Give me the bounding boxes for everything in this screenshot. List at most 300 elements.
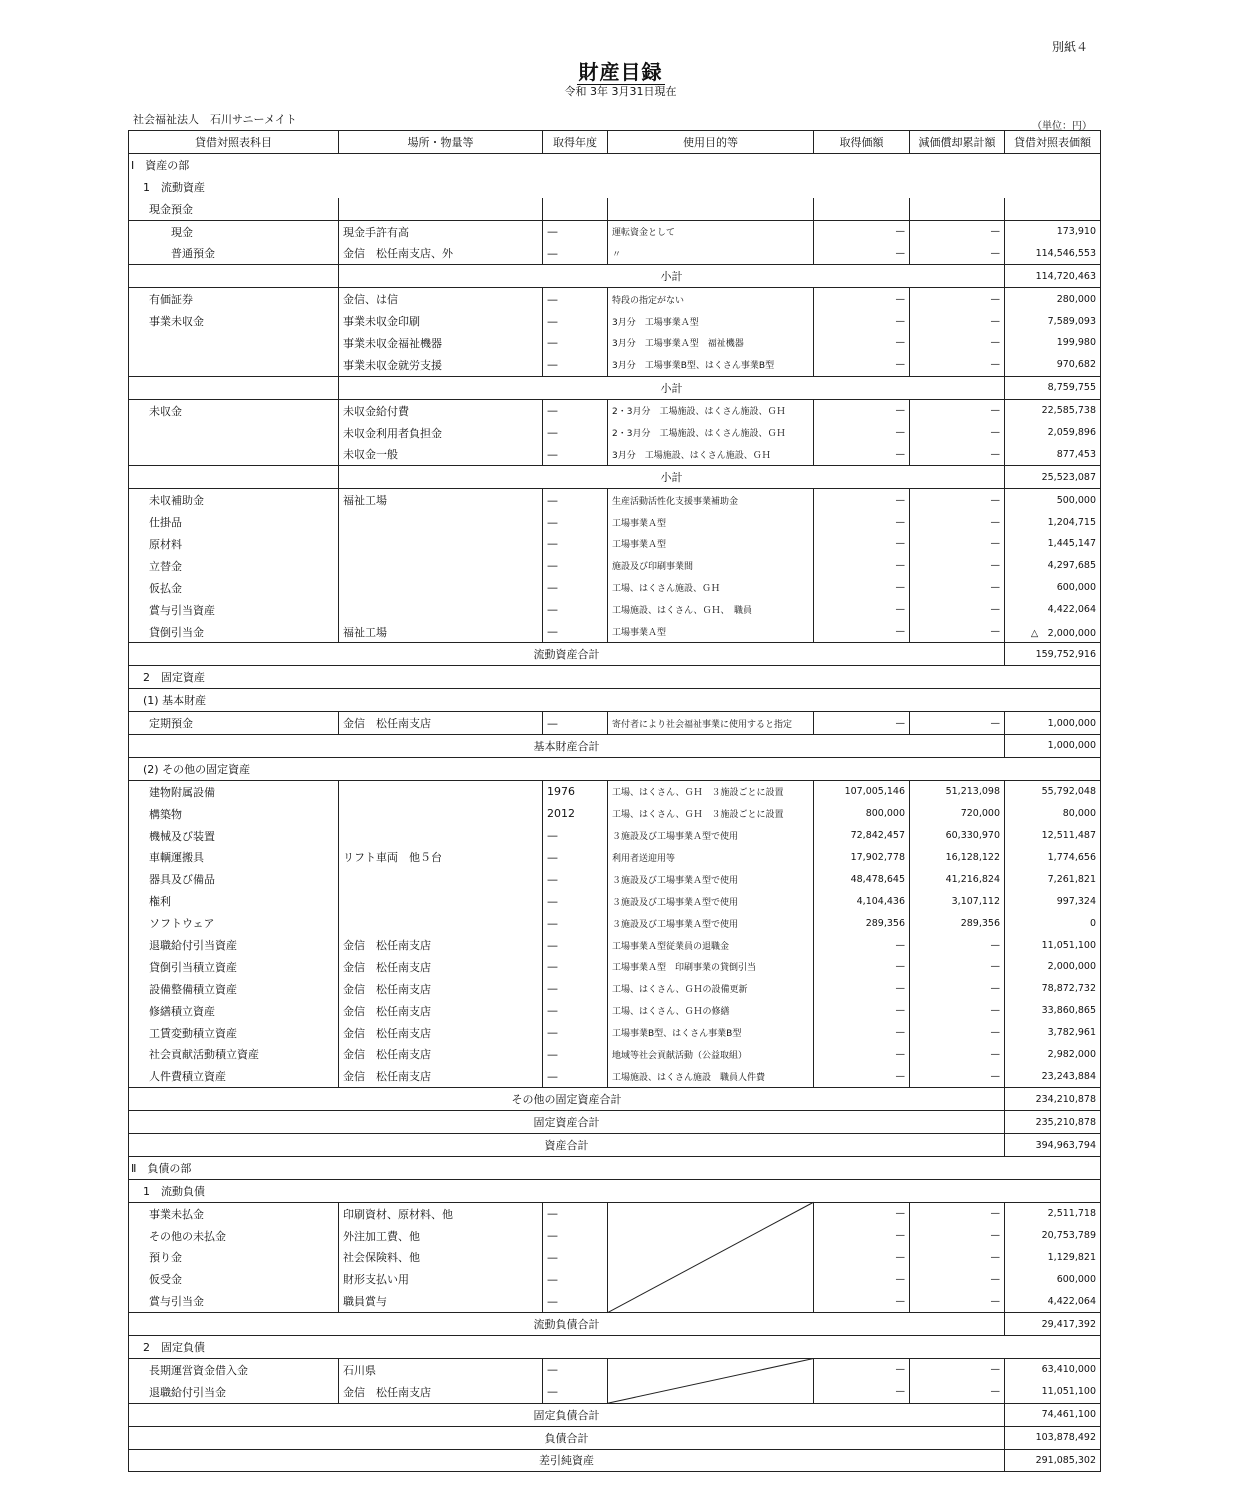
section-label: Ⅰ 資産の部: [129, 153, 1101, 175]
location-cell: 外注加工費、他: [339, 1225, 543, 1247]
account-name: 事業未払金: [129, 1202, 339, 1224]
table-row: [129, 712, 1101, 735]
accumulated-depreciation: —: [910, 511, 1005, 533]
location-cell: 社会保険料、他: [339, 1247, 543, 1269]
section-label: Ⅱ 負債の部: [129, 1156, 1101, 1179]
table-row: [129, 780, 1101, 802]
purpose-cell: 工場、はくさん、ＧＨ ３施設ごとに設置: [608, 780, 814, 802]
accumulated-depreciation: —: [910, 443, 1005, 465]
acquired-year: —: [543, 1022, 608, 1044]
acquired-year: —: [543, 621, 608, 643]
table-row: [129, 1358, 1101, 1380]
total-row: [129, 1313, 1101, 1336]
acquisition-cost: —: [814, 555, 910, 577]
acquired-year: —: [543, 847, 608, 869]
col-header: 貸借対照表科目: [129, 131, 339, 154]
acquired-year: —: [543, 1358, 608, 1380]
property-register-table: [128, 130, 1101, 1472]
total-value: 114,720,463: [1005, 265, 1101, 288]
location-cell: 金信 松任南支店: [339, 712, 543, 735]
total-value: 234,210,878: [1005, 1088, 1101, 1111]
acquisition-cost: 289,356: [814, 912, 910, 934]
purpose-cell: 3月分 工場施設、はくさん施設、ＧＨ: [608, 443, 814, 465]
purpose-cell: 3月分 工場事業B型、はくさん事業B型: [608, 354, 814, 376]
acquisition-cost: —: [814, 489, 910, 511]
book-value: 23,243,884: [1005, 1065, 1101, 1087]
acquisition-cost: —: [814, 956, 910, 978]
account-name: その他の未払金: [129, 1225, 339, 1247]
acquired-year: —: [543, 1000, 608, 1022]
table-row: [129, 399, 1101, 421]
account-name: 現金: [129, 220, 339, 242]
location-cell: [339, 780, 543, 802]
book-value: 997,324: [1005, 890, 1101, 912]
acquisition-cost: —: [814, 577, 910, 599]
account-name: 権利: [129, 890, 339, 912]
acquired-year: —: [543, 242, 608, 264]
total-value: 103,878,492: [1005, 1426, 1101, 1449]
account-name: [129, 332, 339, 354]
table-row: [129, 825, 1101, 847]
total-value: 394,963,794: [1005, 1134, 1101, 1157]
total-label: 差引純資産: [129, 1449, 1005, 1472]
acquired-year: —: [543, 1381, 608, 1403]
book-value: 78,872,732: [1005, 978, 1101, 1000]
table-row: [129, 912, 1101, 934]
table-row: [129, 1044, 1101, 1066]
total-value: 235,210,878: [1005, 1111, 1101, 1134]
accumulated-depreciation: —: [910, 533, 1005, 555]
account-name: 預り金: [129, 1247, 339, 1269]
acquisition-cost: —: [814, 220, 910, 242]
purpose-cell: 寄付者により社会福祉事業に使用すると指定: [608, 712, 814, 735]
acquired-year: —: [543, 422, 608, 444]
book-value: 2,511,718: [1005, 1202, 1101, 1224]
account-name: 原材料: [129, 533, 339, 555]
col-header: 場所・物量等: [339, 131, 543, 154]
total-value: 74,461,100: [1005, 1403, 1101, 1426]
table-row: [129, 354, 1101, 376]
purpose-cell: 2・3月分 工場施設、はくさん施設、ＧＨ: [608, 399, 814, 421]
book-value: 2,059,896: [1005, 422, 1101, 444]
purpose-cell: 運転資金として: [608, 220, 814, 242]
book-value: [1005, 198, 1101, 220]
account-name: 賞与引当資産: [129, 599, 339, 621]
accumulated-depreciation: —: [910, 934, 1005, 956]
acquired-year: 2012: [543, 803, 608, 825]
total-label: 固定資産合計: [129, 1111, 1005, 1134]
purpose-cell: 工場事業Ａ型: [608, 511, 814, 533]
acquisition-cost: 800,000: [814, 803, 910, 825]
total-label: 小計: [339, 265, 1005, 288]
acquisition-cost: 4,104,436: [814, 890, 910, 912]
purpose-cell: [608, 1247, 814, 1269]
table-row: [129, 242, 1101, 264]
acquired-year: —: [543, 555, 608, 577]
table-row: [129, 422, 1101, 444]
account-name: 車輌運搬具: [129, 847, 339, 869]
accumulated-depreciation: —: [910, 1065, 1005, 1087]
book-value: 11,051,100: [1005, 1381, 1101, 1403]
book-value: 7,261,821: [1005, 868, 1101, 890]
purpose-cell: 2・3月分 工場施設、はくさん施設、ＧＨ: [608, 422, 814, 444]
account-name: 事業未収金: [129, 310, 339, 332]
total-label: その他の固定資産合計: [129, 1088, 1005, 1111]
account-name: 貸倒引当積立資産: [129, 956, 339, 978]
account-name: 退職給付引当金: [129, 1381, 339, 1403]
book-value: 970,682: [1005, 354, 1101, 376]
accumulated-depreciation: —: [910, 242, 1005, 264]
acquired-year: —: [543, 1247, 608, 1269]
total-value: 8,759,755: [1005, 376, 1101, 399]
section-header-row: [129, 153, 1101, 175]
table-row: [129, 599, 1101, 621]
location-cell: 金信 松任南支店: [339, 956, 543, 978]
acquired-year: —: [543, 310, 608, 332]
acquired-year: —: [543, 577, 608, 599]
purpose-cell: ３施設及び工場事業Ａ型で使用: [608, 890, 814, 912]
col-header: 減価償却累計額: [910, 131, 1005, 154]
acquired-year: —: [543, 443, 608, 465]
acquisition-cost: —: [814, 1290, 910, 1312]
book-value: 33,860,865: [1005, 1000, 1101, 1022]
total-row: [129, 1088, 1101, 1111]
table-row: [129, 533, 1101, 555]
table-row: [129, 934, 1101, 956]
book-value: 2,982,000: [1005, 1044, 1101, 1066]
purpose-cell: 施設及び印刷事業間: [608, 555, 814, 577]
accumulated-depreciation: 51,213,098: [910, 780, 1005, 802]
section-label: 1 流動負債: [129, 1179, 1101, 1202]
account-name: 設備整備積立資産: [129, 978, 339, 1000]
col-header: 使用目的等: [608, 131, 814, 154]
acquisition-cost: 48,478,645: [814, 868, 910, 890]
purpose-cell: 地域等社会貢献活動（公益取組）: [608, 1044, 814, 1066]
table-row: [129, 310, 1101, 332]
acquired-year: —: [543, 220, 608, 242]
table-row: [129, 1290, 1101, 1312]
acquired-year: —: [543, 978, 608, 1000]
account-name: 人件費積立資産: [129, 1065, 339, 1087]
table-row: [129, 847, 1101, 869]
book-value: 4,422,064: [1005, 599, 1101, 621]
purpose-cell: [608, 1202, 814, 1224]
acquired-year: [543, 198, 608, 220]
total-row: [129, 1426, 1101, 1449]
acquisition-cost: —: [814, 1022, 910, 1044]
accumulated-depreciation: 41,216,824: [910, 868, 1005, 890]
account-name: 構築物: [129, 803, 339, 825]
book-value: 4,422,064: [1005, 1290, 1101, 1312]
book-value: 1,000,000: [1005, 712, 1101, 735]
purpose-cell: 工場施設、はくさん、ＧＨ、 職員: [608, 599, 814, 621]
acquired-year: —: [543, 288, 608, 310]
accumulated-depreciation: —: [910, 1022, 1005, 1044]
account-name: 貸倒引当金: [129, 621, 339, 643]
account-name: 器具及び備品: [129, 868, 339, 890]
acquired-year: —: [543, 1044, 608, 1066]
purpose-cell: ３施設及び工場事業Ａ型で使用: [608, 868, 814, 890]
location-cell: [339, 533, 543, 555]
book-value: 500,000: [1005, 489, 1101, 511]
book-value: 3,782,961: [1005, 1022, 1101, 1044]
section-label: 2 固定負債: [129, 1336, 1101, 1359]
book-value: 1,774,656: [1005, 847, 1101, 869]
account-name: 賞与引当金: [129, 1290, 339, 1312]
location-cell: 財形支払い用: [339, 1268, 543, 1290]
acquisition-cost: —: [814, 354, 910, 376]
acquired-year: —: [543, 399, 608, 421]
accumulated-depreciation: 3,107,112: [910, 890, 1005, 912]
total-value: 291,085,302: [1005, 1449, 1101, 1472]
total-row: [129, 1134, 1101, 1157]
acquisition-cost: —: [814, 1268, 910, 1290]
location-cell: [339, 803, 543, 825]
book-value: 114,546,553: [1005, 242, 1101, 264]
acquired-year: —: [543, 1065, 608, 1087]
table-header: [129, 131, 1101, 154]
location-cell: 金信 松任南支店: [339, 934, 543, 956]
purpose-cell: ３施設及び工場事業Ａ型で使用: [608, 825, 814, 847]
table-row: [129, 868, 1101, 890]
acquisition-cost: —: [814, 1202, 910, 1224]
book-value: 877,453: [1005, 443, 1101, 465]
location-cell: [339, 511, 543, 533]
location-cell: [339, 912, 543, 934]
purpose-cell: 利用者送迎用等: [608, 847, 814, 869]
accumulated-depreciation: —: [910, 1000, 1005, 1022]
total-value: 29,417,392: [1005, 1313, 1101, 1336]
section-label: (1) 基本財産: [129, 689, 1101, 712]
section-header-row: [129, 666, 1101, 689]
purpose-cell: 特段の指定がない: [608, 288, 814, 310]
accumulated-depreciation: —: [910, 354, 1005, 376]
section-label: (2) その他の固定資産: [129, 757, 1101, 780]
accumulated-depreciation: —: [910, 599, 1005, 621]
acquired-year: —: [543, 712, 608, 735]
purpose-cell: [608, 198, 814, 220]
purpose-cell: 工場施設、はくさん施設 職員人件費: [608, 1065, 814, 1087]
acquired-year: 1976: [543, 780, 608, 802]
acquisition-cost: —: [814, 422, 910, 444]
table-row: [129, 890, 1101, 912]
acquired-year: —: [543, 868, 608, 890]
subtotal-row: [129, 466, 1101, 489]
purpose-cell: [608, 1381, 814, 1403]
table-row: [129, 511, 1101, 533]
accumulated-depreciation: 60,330,970: [910, 825, 1005, 847]
accumulated-depreciation: —: [910, 1247, 1005, 1269]
document-title: 財産目録: [578, 60, 663, 84]
book-value: 280,000: [1005, 288, 1101, 310]
acquisition-cost: —: [814, 934, 910, 956]
accumulated-depreciation: —: [910, 489, 1005, 511]
col-header: 取得年度: [543, 131, 608, 154]
purpose-cell: 工場、はくさん施設、ＧＨ: [608, 577, 814, 599]
book-value: 1,204,715: [1005, 511, 1101, 533]
book-value: 80,000: [1005, 803, 1101, 825]
table-row: [129, 443, 1101, 465]
accumulated-depreciation: —: [910, 1044, 1005, 1066]
account-name: 社会貢献活動積立資産: [129, 1044, 339, 1066]
location-cell: [339, 825, 543, 847]
account-name: [129, 422, 339, 444]
total-row: [129, 1449, 1101, 1472]
account-name: 機械及び装置: [129, 825, 339, 847]
purpose-cell: 工場事業Ａ型 印刷事業の貸倒引当: [608, 956, 814, 978]
book-value: 1,445,147: [1005, 533, 1101, 555]
total-label: 資産合計: [129, 1134, 1005, 1157]
purpose-cell: 3月分 工場事業Ａ型: [608, 310, 814, 332]
col-header: 貸借対照表価額: [1005, 131, 1101, 154]
as-of-date: 令和 3年 3月31日現在: [564, 85, 677, 98]
purpose-cell: 工場、はくさん、ＧＨの設備更新: [608, 978, 814, 1000]
location-cell: [339, 198, 543, 220]
accumulated-depreciation: [910, 198, 1005, 220]
acquisition-cost: —: [814, 332, 910, 354]
book-value: 7,589,093: [1005, 310, 1101, 332]
accumulated-depreciation: —: [910, 555, 1005, 577]
location-cell: 事業未収金印刷: [339, 310, 543, 332]
accumulated-depreciation: —: [910, 310, 1005, 332]
accumulated-depreciation: —: [910, 1358, 1005, 1380]
account-name: 現金預金: [129, 198, 339, 220]
location-cell: 石川県: [339, 1358, 543, 1380]
location-cell: 金信 松任南支店: [339, 978, 543, 1000]
table-row: [129, 489, 1101, 511]
account-name: 有価証券: [129, 288, 339, 310]
acquired-year: —: [543, 1268, 608, 1290]
acquisition-cost: —: [814, 533, 910, 555]
total-row: [129, 735, 1101, 758]
accumulated-depreciation: —: [910, 288, 1005, 310]
section-header-row: [129, 1336, 1101, 1359]
total-value: 25,523,087: [1005, 466, 1101, 489]
account-name: 仮払金: [129, 577, 339, 599]
purpose-cell: 工場事業Ａ型: [608, 533, 814, 555]
acquisition-cost: —: [814, 978, 910, 1000]
account-name: 建物附属設備: [129, 780, 339, 802]
accumulated-depreciation: 289,356: [910, 912, 1005, 934]
account-name: 未収補助金: [129, 489, 339, 511]
book-value: 199,980: [1005, 332, 1101, 354]
attachment-label: 別紙４: [1052, 40, 1089, 54]
location-cell: 金信 松任南支店: [339, 1044, 543, 1066]
location-cell: [339, 577, 543, 599]
table-row: [129, 577, 1101, 599]
account-name: 仮受金: [129, 1268, 339, 1290]
book-value: 0: [1005, 912, 1101, 934]
acquisition-cost: —: [814, 621, 910, 643]
acquisition-cost: —: [814, 443, 910, 465]
acquired-year: —: [543, 912, 608, 934]
location-cell: 未収金利用者負担金: [339, 422, 543, 444]
purpose-cell: [608, 1358, 814, 1380]
table-row: [129, 220, 1101, 242]
acquired-year: —: [543, 934, 608, 956]
acquisition-cost: 72,842,457: [814, 825, 910, 847]
location-cell: 金信 松任南支店: [339, 1000, 543, 1022]
section-header-row: [129, 689, 1101, 712]
acquisition-cost: —: [814, 1358, 910, 1380]
table-row: [129, 1225, 1101, 1247]
account-name: 未収金: [129, 399, 339, 421]
location-cell: 金信、は信: [339, 288, 543, 310]
total-label: 基本財産合計: [129, 735, 1005, 758]
acquisition-cost: —: [814, 310, 910, 332]
acquisition-cost: —: [814, 1225, 910, 1247]
section-header-row: [129, 1156, 1101, 1179]
book-value: 20,753,789: [1005, 1225, 1101, 1247]
total-label: 流動資産合計: [129, 643, 1005, 666]
book-value: 63,410,000: [1005, 1358, 1101, 1380]
location-cell: 未収金給付費: [339, 399, 543, 421]
acquired-year: —: [543, 825, 608, 847]
location-cell: 職員賞与: [339, 1290, 543, 1312]
total-label: 流動負債合計: [129, 1313, 1005, 1336]
book-value: 4,297,685: [1005, 555, 1101, 577]
table-row: [129, 1202, 1101, 1224]
acquisition-cost: —: [814, 1044, 910, 1066]
account-name: 定期預金: [129, 712, 339, 735]
location-cell: [339, 890, 543, 912]
purpose-cell: 工場、はくさん、ＧＨの修繕: [608, 1000, 814, 1022]
account-name: 普通預金: [129, 242, 339, 264]
acquired-year: —: [543, 890, 608, 912]
acquired-year: —: [543, 489, 608, 511]
account-name: 長期運営資金借入金: [129, 1358, 339, 1380]
acquired-year: —: [543, 1225, 608, 1247]
accumulated-depreciation: —: [910, 1202, 1005, 1224]
acquired-year: —: [543, 1290, 608, 1312]
total-row: [129, 643, 1101, 666]
accumulated-depreciation: —: [910, 1290, 1005, 1312]
acquired-year: —: [543, 511, 608, 533]
purpose-cell: 工場事業Ａ型従業員の退職金: [608, 934, 814, 956]
acquisition-cost: —: [814, 1000, 910, 1022]
accumulated-depreciation: —: [910, 956, 1005, 978]
table-row: [129, 1065, 1101, 1087]
book-value: 12,511,487: [1005, 825, 1101, 847]
acquired-year: —: [543, 956, 608, 978]
acquisition-cost: —: [814, 288, 910, 310]
table-row: [129, 288, 1101, 310]
book-value: 600,000: [1005, 1268, 1101, 1290]
acquired-year: —: [543, 1202, 608, 1224]
accumulated-depreciation: —: [910, 978, 1005, 1000]
accumulated-depreciation: —: [910, 220, 1005, 242]
account-name: 仕掛品: [129, 511, 339, 533]
blank-cell: [129, 265, 339, 288]
acquisition-cost: —: [814, 1381, 910, 1403]
acquisition-cost: —: [814, 1247, 910, 1269]
blank-cell: [129, 376, 339, 399]
accumulated-depreciation: —: [910, 577, 1005, 599]
purpose-cell: 生産活動活性化支援事業補助金: [608, 489, 814, 511]
acquired-year: —: [543, 599, 608, 621]
purpose-cell: 工場事業Ａ型: [608, 621, 814, 643]
section-label: 1 流動資産: [129, 176, 1101, 198]
section-label: 2 固定資産: [129, 666, 1101, 689]
acquisition-cost: —: [814, 1065, 910, 1087]
acquisition-cost: —: [814, 511, 910, 533]
location-cell: リフト車両 他５台: [339, 847, 543, 869]
total-label: 固定負債合計: [129, 1403, 1005, 1426]
location-cell: 金信 松任南支店: [339, 1381, 543, 1403]
location-cell: [339, 599, 543, 621]
accumulated-depreciation: —: [910, 332, 1005, 354]
table-row: [129, 198, 1101, 220]
